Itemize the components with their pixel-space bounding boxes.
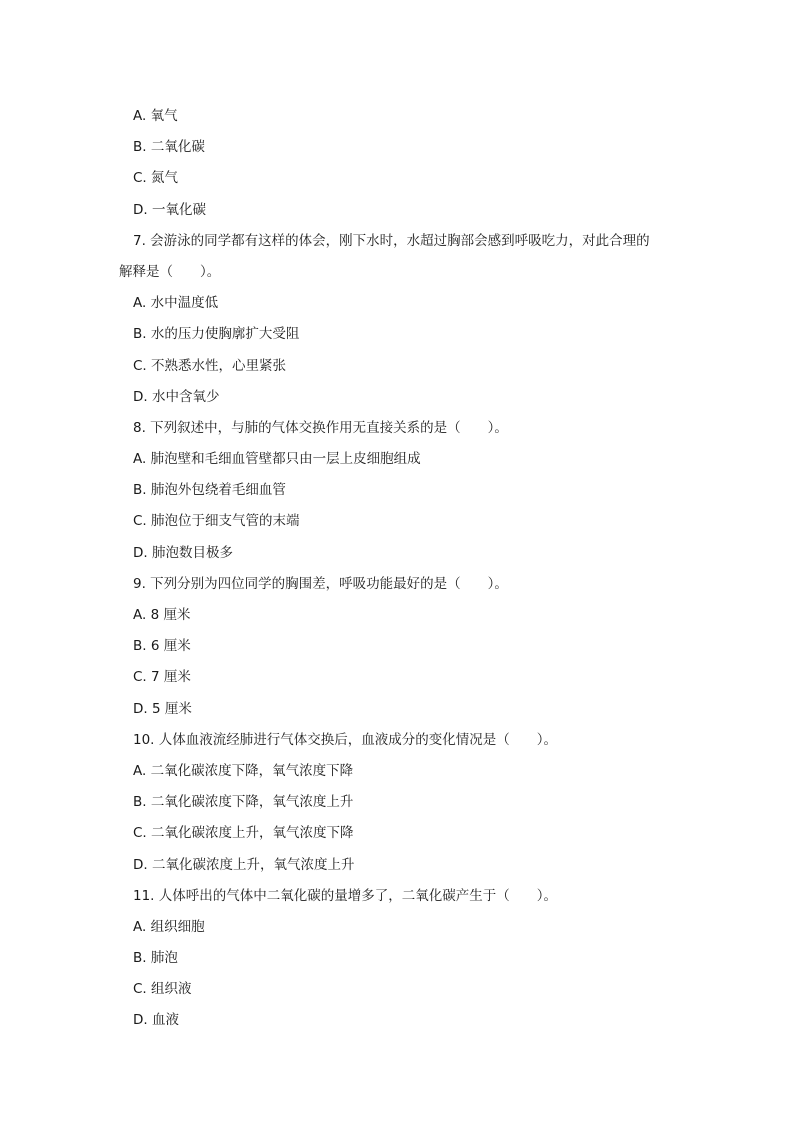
q6-option-b: B. 二氧化碳 — [133, 139, 205, 156]
q9-option-a: A. 8 厘米 — [133, 607, 191, 623]
q8-stem: 8. 下列叙述中，与肺的气体交换作用无直接关系的是（ ）。 — [133, 419, 508, 436]
q8-option-d: D. 肺泡数目极多 — [133, 544, 233, 561]
q7-stem-line2: 解释是（ ）。 — [119, 263, 221, 280]
q6-option-a: A. 氧气 — [133, 108, 178, 124]
q7-stem-line1: 7. 会游泳的同学都有这样的体会，刚下水时，水超过胸部会感到呼吸吃力，对此合理的 — [133, 232, 650, 249]
q6-option-c: C. 氮气 — [133, 170, 179, 187]
q11-option-d: D. 血液 — [133, 1012, 179, 1029]
q10-option-a: A. 二氧化碳浓度下降，氧气浓度下降 — [133, 762, 354, 779]
q6-option-d: D. 一氧化碳 — [133, 201, 206, 218]
q10-stem: 10. 人体血液流经肺进行气体交换后，血液成分的变化情况是（ ）。 — [133, 731, 558, 748]
q7-option-d: D. 水中含氧少 — [133, 388, 220, 405]
q7-option-c: C. 不熟悉水性，心里紧张 — [133, 357, 287, 374]
q9-stem: 9. 下列分别为四位同学的胸围差，呼吸功能最好的是（ ）。 — [133, 575, 508, 592]
q8-option-a: A. 肺泡壁和毛细血管壁都只由一层上皮细胞组成 — [133, 451, 421, 468]
q8-option-c: C. 肺泡位于细支气管的末端 — [133, 513, 300, 530]
q9-option-b: B. 6 厘米 — [133, 638, 191, 655]
question-list — [119, 101, 679, 1037]
q10-option-d: D. 二氧化碳浓度上升，氧气浓度上升 — [133, 856, 355, 873]
q7-option-b: B. 水的压力使胸廓扩大受阻 — [133, 326, 300, 343]
q10-option-b: B. 二氧化碳浓度下降，氧气浓度上升 — [133, 794, 354, 811]
q8-option-b: B. 肺泡外包绕着毛细血管 — [133, 482, 286, 499]
q11-option-c: C. 组织液 — [133, 981, 192, 998]
q10-option-c: C. 二氧化碳浓度上升，氧气浓度下降 — [133, 825, 354, 842]
q9-option-d: D. 5 厘米 — [133, 700, 192, 717]
q11-option-b: B. 肺泡 — [133, 950, 178, 967]
q11-option-a: A. 组织细胞 — [133, 918, 205, 935]
q7-option-a: A. 水中温度低 — [133, 295, 219, 312]
q11-stem: 11. 人体呼出的气体中二氧化碳的量增多了，二氧化碳产生于（ ）。 — [133, 887, 558, 904]
q9-option-c: C. 7 厘米 — [133, 669, 191, 686]
